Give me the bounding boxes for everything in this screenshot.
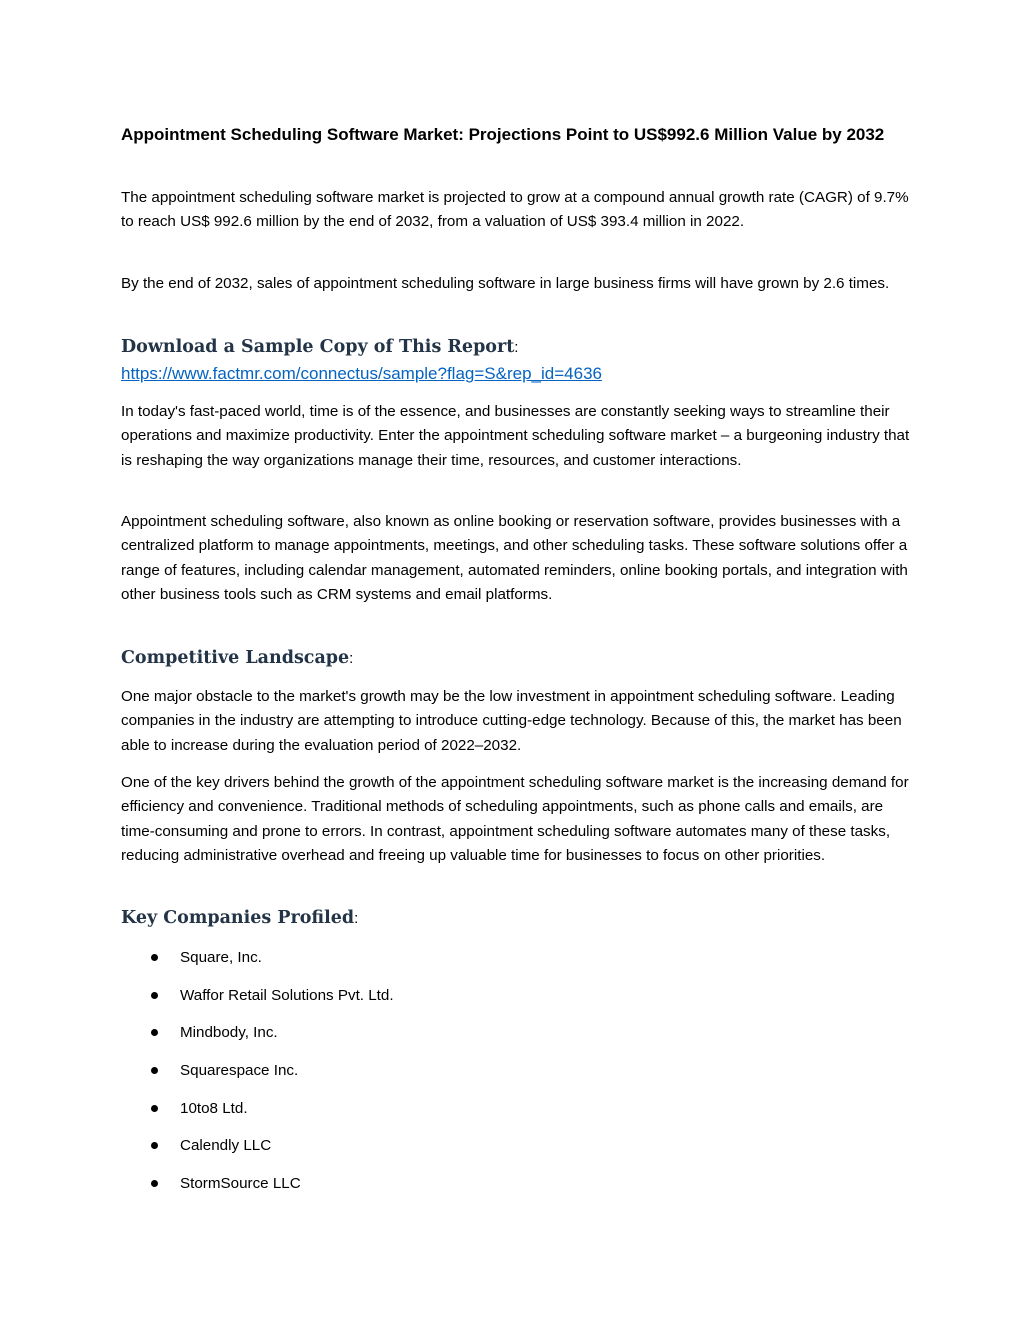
company-name: Waffor Retail Solutions Pvt. Ltd. bbox=[180, 986, 394, 1004]
competitive-landscape-heading-text: Competitive Landscape bbox=[121, 648, 350, 668]
competitive-landscape-heading bbox=[121, 645, 353, 672]
list-item bbox=[121, 1172, 394, 1210]
key-companies-heading-text: Key Companies Profiled bbox=[121, 908, 355, 928]
sample-report-link[interactable]: https://www.factmr.com/connectus/sample?flag=S&rep_id=4636 bbox=[121, 364, 602, 383]
bullet-icon bbox=[151, 1029, 158, 1036]
company-name: Mindbody, Inc. bbox=[180, 1024, 278, 1042]
download-heading-text: Download a Sample Copy of This Report bbox=[121, 337, 515, 357]
bullet-icon bbox=[151, 1180, 158, 1187]
bullet-icon bbox=[151, 992, 158, 999]
competitive-paragraph-1: One major obstacle to the market's growth may be the low investment in appointment scheduling software. Leading companies in the industry are attempting to introduce cutting-edge technology. Because of this, the market has been able to increase during the evaluation period of 2022–2032. bbox=[121, 688, 902, 754]
intro-paragraph-2: By the end of 2032, sales of appointment scheduling software in large business firms will have grown by 2.6 times. bbox=[121, 275, 890, 292]
document-title: Appointment Scheduling Software Market: Projections Point to US$992.6 Million Value by 2032 bbox=[121, 125, 885, 144]
key-companies-heading-colon: : bbox=[354, 910, 359, 927]
list-item bbox=[121, 1059, 394, 1097]
company-name: 10to8 Ltd. bbox=[180, 1099, 248, 1117]
list-item bbox=[121, 1097, 394, 1135]
company-name: StormSource LLC bbox=[180, 1175, 301, 1193]
body-paragraph-2: Appointment scheduling software, also known as online booking or reservation software, provides businesses with a centralized platform to manage appointments, meetings, and other scheduling tasks. These software solutions offer a range of features, including calendar management, automated reminders, online booking portals, and integration with other business tools such as CRM systems and email platforms. bbox=[121, 513, 908, 603]
competitive-landscape-heading-colon: : bbox=[349, 650, 354, 667]
list-item bbox=[121, 984, 394, 1022]
download-heading-colon: : bbox=[514, 339, 519, 356]
list-item bbox=[121, 946, 394, 984]
company-name: Squarespace Inc. bbox=[180, 1062, 299, 1080]
bullet-icon bbox=[151, 954, 158, 961]
body-paragraph-1: In today's fast-paced world, time is of the essence, and businesses are constantly seeking ways to streamline their operations and maximize productivity. Enter the appointment scheduling software market – a burgeoning industry that is reshaping the way organizations manage their time, resources, and customer interactions. bbox=[121, 403, 910, 469]
list-item bbox=[121, 1134, 394, 1172]
intro-paragraph-1: The appointment scheduling software market is projected to grow at a compound annual growth rate (CAGR) of 9.7% to reach US$ 992.6 million by the end of 2032, from a valuation of US$ 393.4 million in 2022. bbox=[121, 189, 909, 231]
company-name: Calendly LLC bbox=[180, 1137, 272, 1155]
company-name: Square, Inc. bbox=[180, 949, 262, 966]
bullet-icon bbox=[151, 1105, 158, 1112]
download-heading bbox=[121, 334, 518, 361]
competitive-paragraph-2: One of the key drivers behind the growth of the appointment scheduling software market is the increasing demand for efficiency and convenience. Traditional methods of scheduling appointments, such as phone calls and emails, are time-consuming and prone to errors. In contrast, appointment scheduling software automates many of these tasks, reducing administrative overhead and freeing up valuable time for businesses to focus on other priorities. bbox=[121, 774, 909, 864]
key-companies-heading bbox=[121, 905, 358, 932]
company-list bbox=[121, 946, 394, 1210]
list-item bbox=[121, 1021, 394, 1059]
bullet-icon bbox=[151, 1067, 158, 1074]
bullet-icon bbox=[151, 1142, 158, 1149]
